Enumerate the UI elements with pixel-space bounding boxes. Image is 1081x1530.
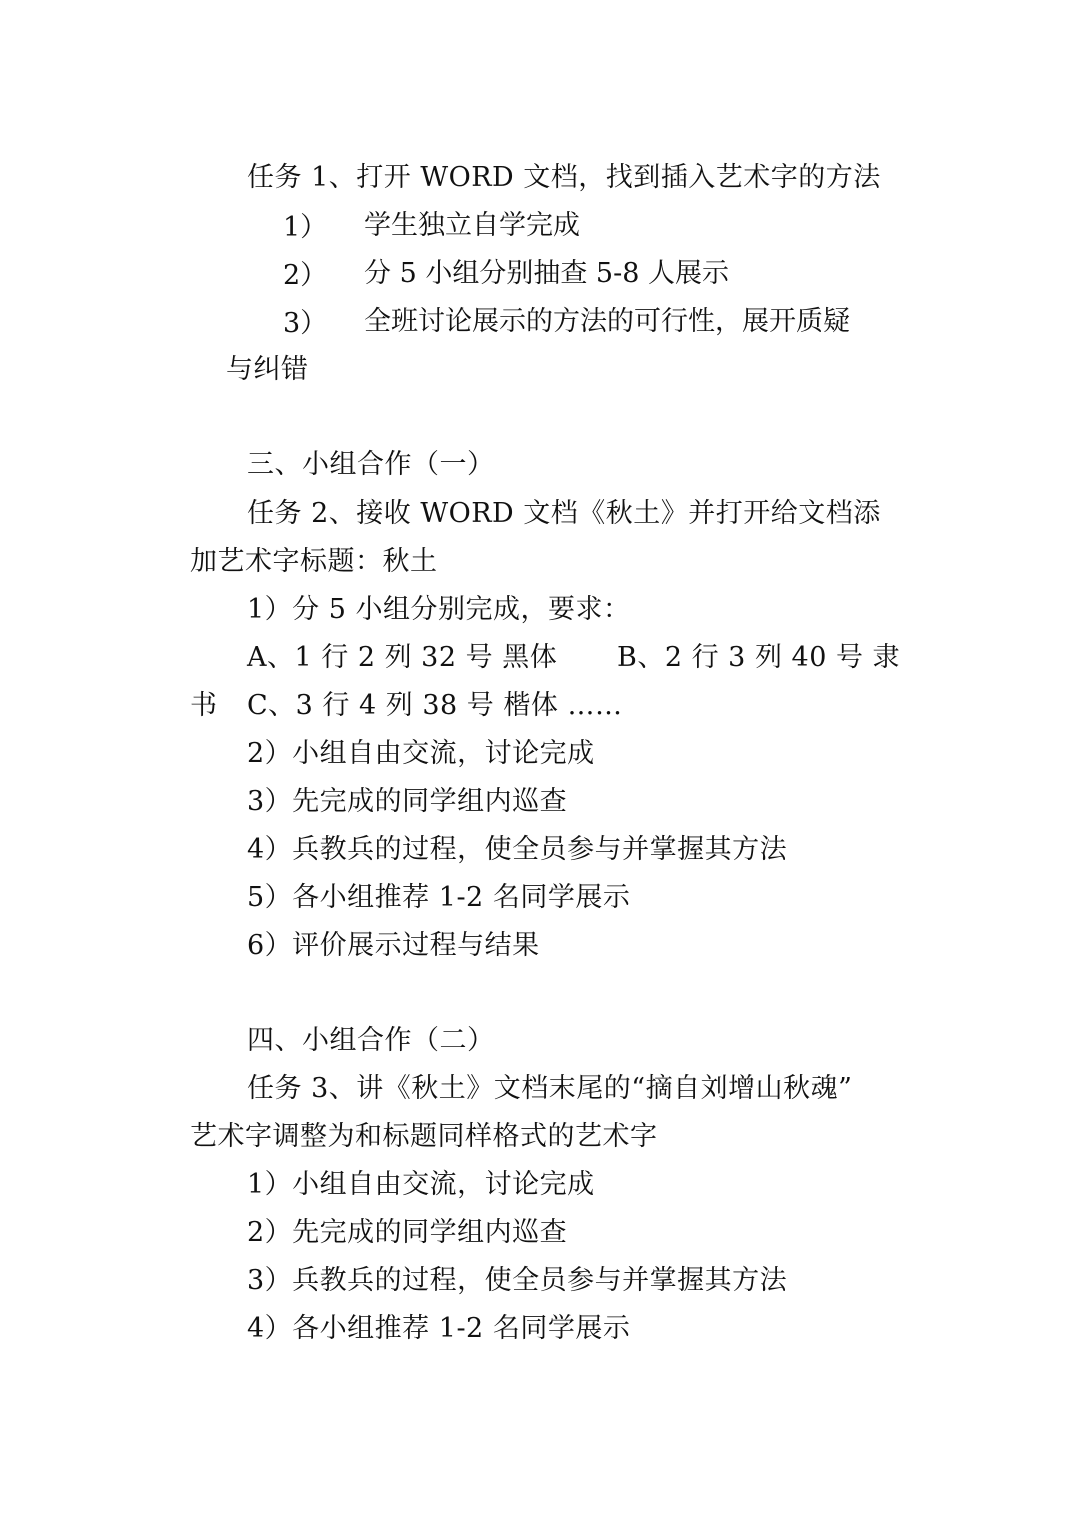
section3-heading: 三、小组合作（一） <box>247 449 495 480</box>
task1-step2-text: 分 5 小组分别抽查 5-8 人展示 <box>364 258 729 289</box>
section4-step2: 2）先完成的同学组内巡查 <box>247 1217 568 1248</box>
section4-task-line2: 艺术字调整为和标题同样格式的艺术字 <box>190 1121 658 1152</box>
task1-title: 任务 1、打开 WORD 文档，找到插入艺术字的方法 <box>247 162 881 193</box>
section3-step6: 6）评价展示过程与结果 <box>247 930 540 961</box>
section4-step3: 3）兵教兵的过程，使全员参与并掌握其方法 <box>247 1265 788 1296</box>
section4-heading: 四、小组合作（二） <box>247 1025 495 1056</box>
section3-requirement-b-continuation: 书 <box>190 690 218 721</box>
section4-step4: 4）各小组推荐 1-2 名同学展示 <box>247 1313 631 1344</box>
task1-step1-text: 学生独立自学完成 <box>364 210 580 241</box>
section3-step3: 3）先完成的同学组内巡查 <box>247 786 568 817</box>
task1-step1-number: 1） <box>283 212 328 243</box>
section3-requirement-b: B、2 行 3 列 40 号 隶 <box>617 642 901 673</box>
section3-requirement-c: C、3 行 4 列 38 号 楷体 …… <box>247 690 623 721</box>
section3-step5: 5）各小组推荐 1-2 名同学展示 <box>247 882 631 913</box>
section3-step2: 2）小组自由交流，讨论完成 <box>247 738 595 769</box>
section3-requirements-intro: 1）分 5 小组分别完成，要求： <box>247 594 631 625</box>
section3-task-line1: 任务 2、接收 WORD 文档《秋土》并打开给文档添 <box>247 498 881 529</box>
task1-step3-continuation: 与纠错 <box>226 354 309 385</box>
section3-requirement-a: A、1 行 2 列 32 号 黑体 <box>247 642 558 673</box>
section4-task-line1: 任务 3、讲《秋土》文档末尾的“摘自刘增山秋魂” <box>247 1073 853 1104</box>
task1-step3-number: 3） <box>283 308 328 339</box>
section4-step1: 1）小组自由交流，讨论完成 <box>247 1169 595 1200</box>
task1-step2-number: 2） <box>283 260 328 291</box>
task1-step3-text: 全班讨论展示的方法的可行性，展开质疑 <box>364 306 850 337</box>
section3-step4: 4）兵教兵的过程，使全员参与并掌握其方法 <box>247 834 788 865</box>
section3-task-line2: 加艺术字标题：秋土 <box>190 546 438 577</box>
